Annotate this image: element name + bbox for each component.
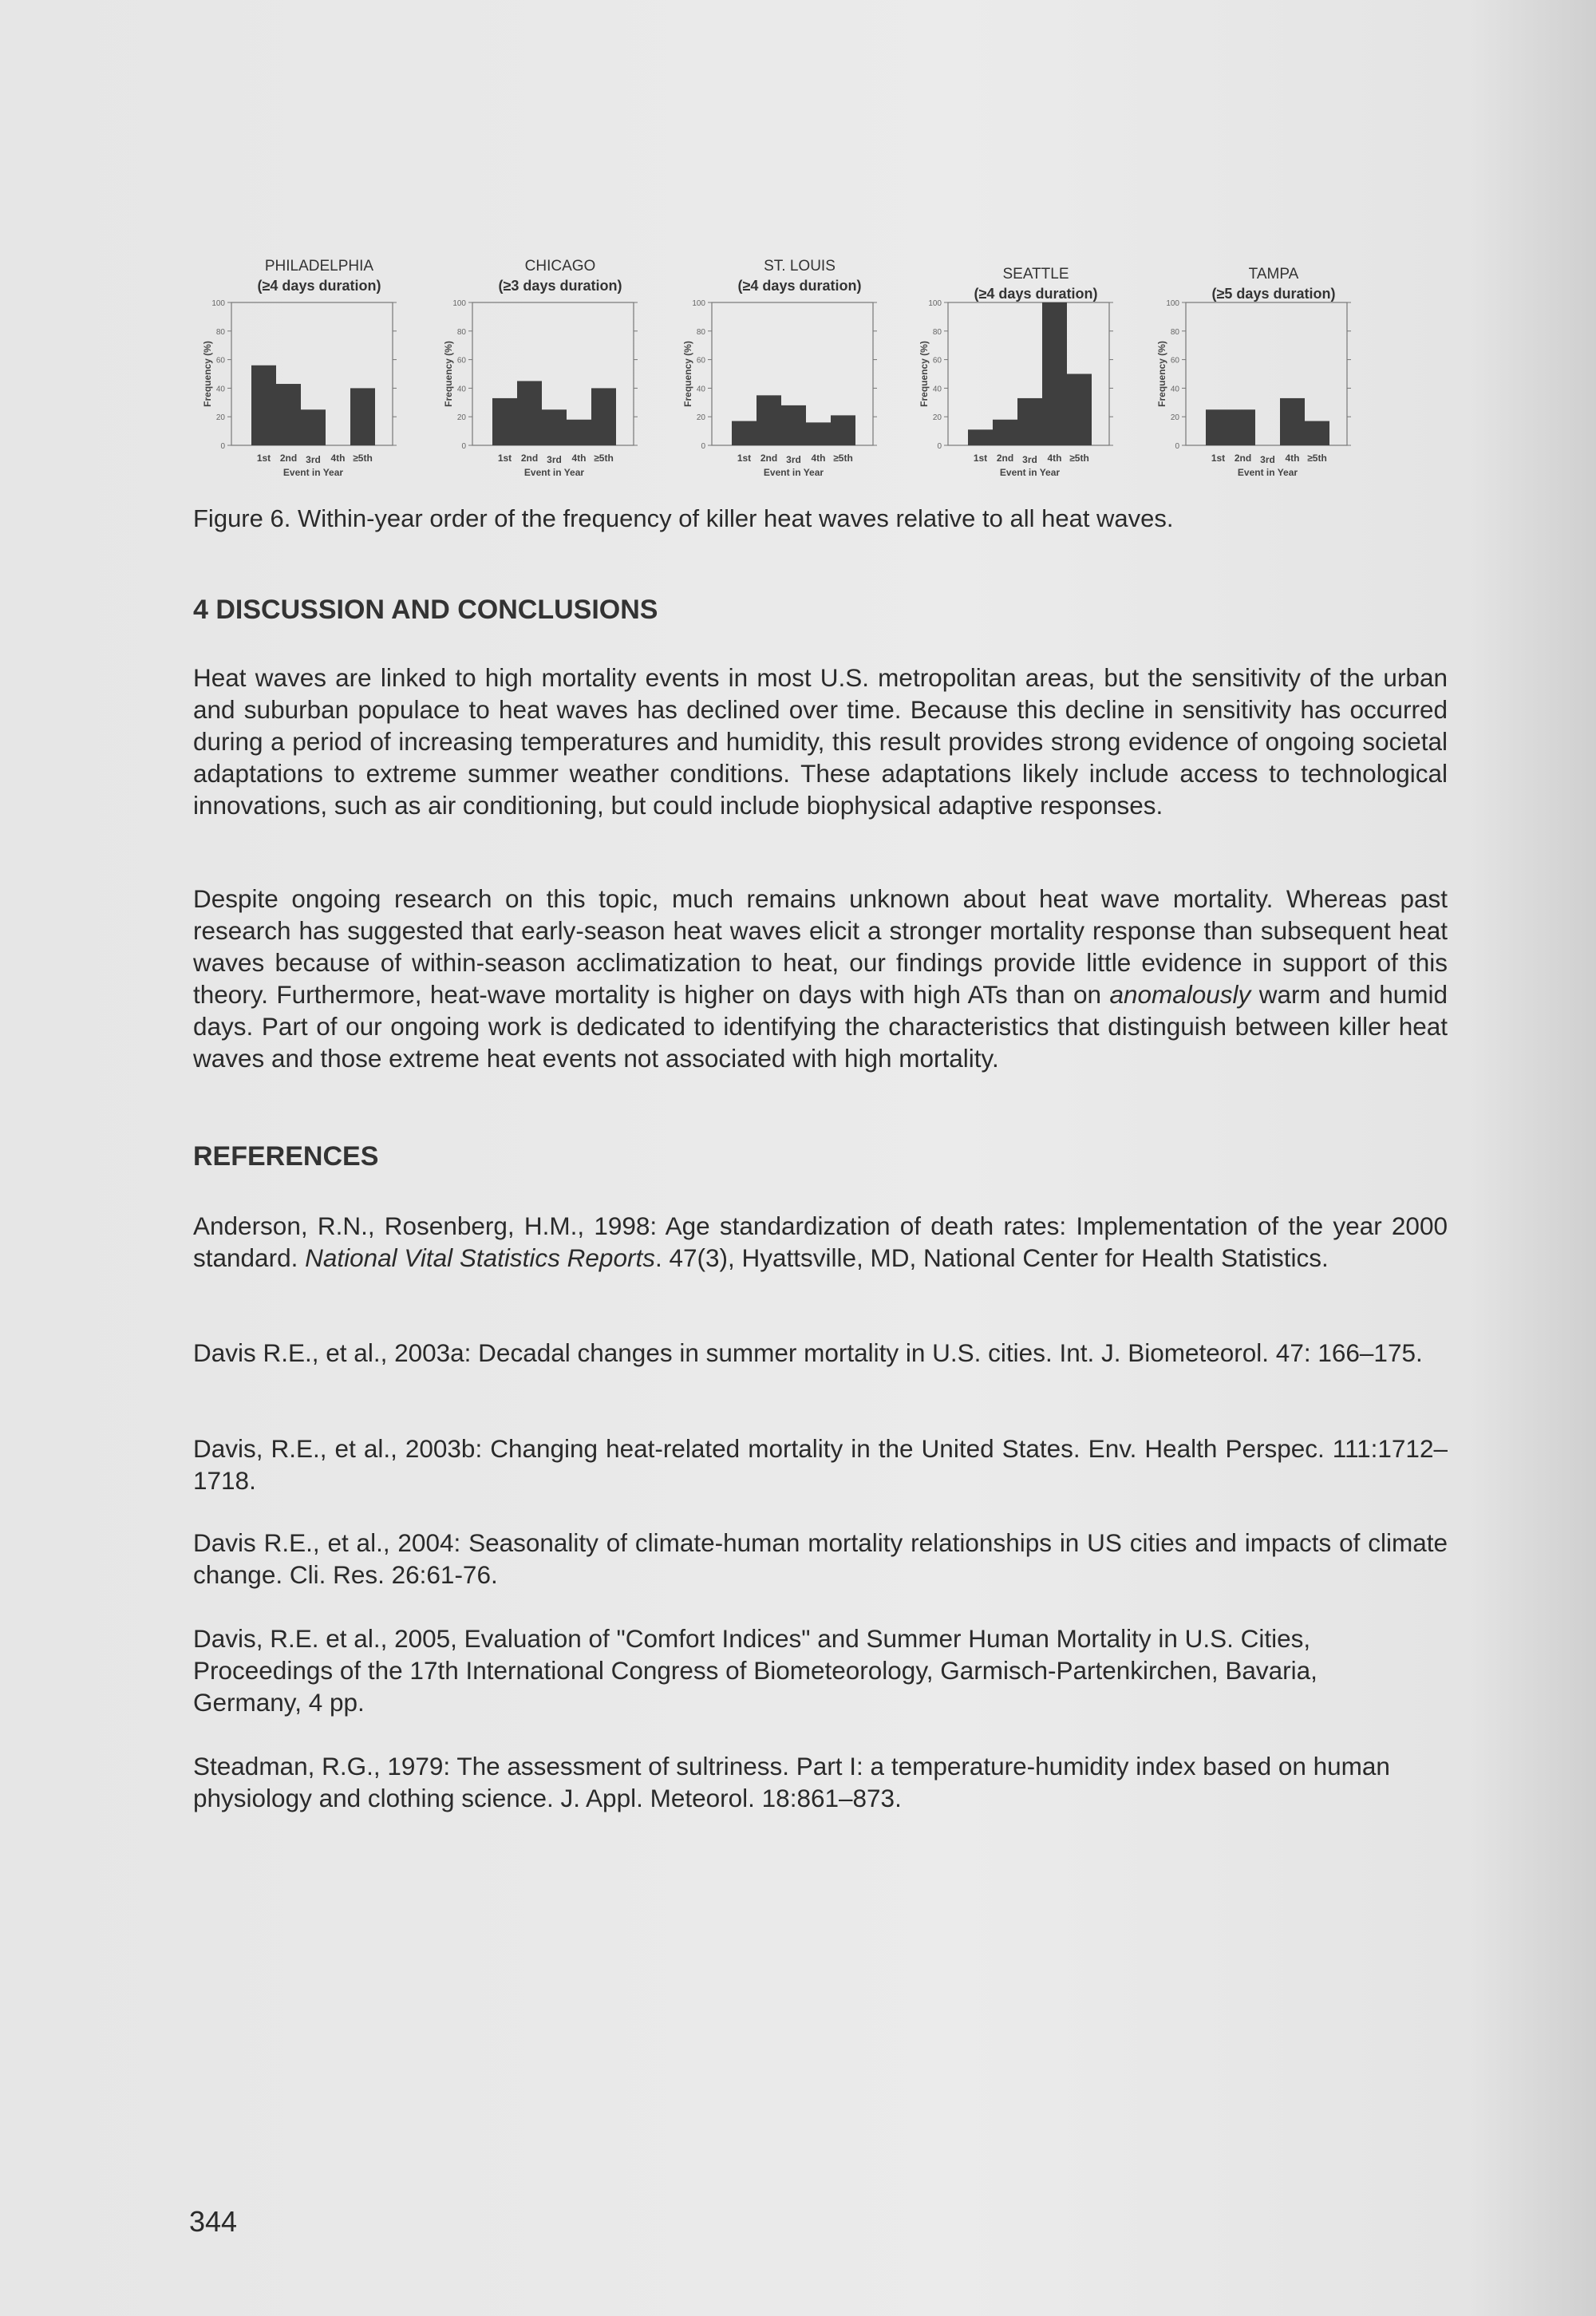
x-tick-label: 3rd [1022,454,1037,465]
x-tick-label: 1st [737,453,752,464]
y-tick-label: 80 [1170,327,1179,337]
reference-item: Steadman, R.G., 1979: The assessment of sultriness. Part I: a temperature-humidity index based on human physiology and clothing science. J. Appl. Meteorol. 18:861–873. [193,1752,1390,1812]
x-tick-label: 4th [571,453,587,464]
bar-ge5th [831,415,855,445]
y-tick-label: 0 [1175,442,1179,451]
x-axis-label: Event in Year [282,467,344,478]
bar-1st [1206,409,1231,445]
y-tick-label: 80 [932,327,942,337]
x-axis-label: Event in Year [1237,467,1298,478]
bar-2nd [276,384,301,445]
chart-subtitle: (≥4 days duration) [737,278,862,294]
bar-2nd [1231,409,1255,445]
bar-4th [567,420,591,445]
chart-svg [433,243,688,483]
text: . 47(3), Hyattsville, MD, National Center for Health Statistics. [654,1243,1329,1272]
y-tick-label: 40 [215,385,225,394]
chart-svg [672,243,927,483]
x-tick-label: 3rd [306,454,321,465]
x-tick-label: 4th [811,453,826,464]
bar-2nd [993,420,1017,445]
y-axis-label: Frequency (%) [443,341,454,407]
x-tick-label: 2nd [1234,453,1252,464]
bar-4th [1280,398,1305,445]
y-tick-label: 40 [696,385,705,394]
section-heading: 4 DISCUSSION AND CONCLUSIONS [193,595,658,625]
x-tick-label: 2nd [760,453,778,464]
x-tick-label: ≥5th [1069,453,1089,464]
y-tick-label: 60 [215,356,225,366]
y-tick-label: 100 [452,299,466,308]
chart-seattle [908,243,1163,483]
text: Despite ongoing research on this topic, much remains unknown about heat wave mortality. Whereas past research has suggested that early-season heat waves elicit a stronger mortality response than subsequent heat waves because of within-season acclimatization to heat, our findings provide little evidence in support of this theory. Furthermore, heat-wave mortality is higher on days with high ATs than on [193,884,1448,1009]
paragraph-1: Heat waves are linked to high mortality events in most U.S. metropolitan areas, but the sensitivity of the urban and suburban populace to heat waves has declined over time. Because this decline in sensitivity has occurred during a period of increasing temperatures and humidity, this result provides strong evidence of ongoing societal adaptations to extreme summer weather conditions. These adaptations likely include access to technological innovations, such as air conditioning, but could include biophysical adaptive responses. [193,663,1448,820]
bar-ge5th [1305,421,1329,445]
x-axis-label: Event in Year [523,467,585,478]
x-tick-label: 1st [1211,453,1226,464]
reference-item [193,1210,1448,1274]
chart-subtitle: (≥3 days duration) [498,278,622,294]
y-tick-label: 100 [1166,299,1179,308]
bar-1st [968,429,993,445]
y-tick-label: 60 [1170,356,1179,366]
y-axis-label: Frequency (%) [918,341,930,407]
reference-item: Davis, R.E., et al., 2003b: Changing heat-related mortality in the United States. Env. Health Perspec. 111:1712–1718. [193,1434,1448,1495]
bar-3rd [542,409,567,445]
x-tick-label: 2nd [996,453,1014,464]
bar-3rd [1017,398,1042,445]
y-tick-label: 20 [215,413,225,423]
y-axis-label: Frequency (%) [1156,341,1167,407]
chart-svg [192,243,447,483]
bar-4th [806,422,831,445]
bar-ge5th [350,388,375,445]
chart-title: ST. LOUIS [764,258,836,275]
x-axis-label: Event in Year [763,467,824,478]
figure-6-charts [192,243,1436,483]
y-tick-label: 80 [456,327,466,337]
text: Anderson, R.N., Rosenberg, H.M., 1998: Age standardization of death rates: Implementation of the year 2000 standard. [193,1211,1448,1272]
bar-1st [492,398,517,445]
x-tick-label: ≥5th [1307,453,1327,464]
chart-philadelphia [192,243,447,483]
figure-caption: Figure 6. Within-year order of the frequency of killer heat waves relative to all heat waves. [193,504,1174,532]
chart-tampa [1146,243,1401,483]
chart-title: TAMPA [1248,266,1299,283]
x-tick-label: 4th [1285,453,1300,464]
chart-st-louis [672,243,927,483]
chart-subtitle: (≥4 days duration) [974,286,1098,302]
y-tick-label: 80 [696,327,705,337]
x-tick-label: 2nd [520,453,539,464]
paragraph-2 [193,883,1448,1074]
y-tick-label: 40 [932,385,942,394]
x-tick-label: 3rd [547,454,562,465]
bar-3rd [301,409,326,445]
chart-subtitle: (≥4 days duration) [257,278,381,294]
y-tick-label: 20 [1170,413,1179,423]
reference-item: Davis R.E., et al., 2004: Seasonality of climate-human mortality relationships in US cities and impacts of climate change. Cli. Res. 26:61-76. [193,1528,1448,1589]
reference-item: Davis, R.E. et al., 2005, Evaluation of "Comfort Indices" and Summer Human Mortality in U.S. Cities, Proceedings of the 17th International Congress of Biometeorology, Garmisch-Partenkirchen, Bavaria, Germany, 4 pp. [193,1624,1317,1717]
y-tick-label: 0 [461,442,466,451]
y-tick-label: 0 [701,442,705,451]
x-axis-label: Event in Year [999,467,1061,478]
x-tick-label: ≥5th [353,453,373,464]
chart-svg [908,243,1163,483]
emphasis: anomalously [1109,980,1251,1009]
bar-3rd [781,405,806,445]
x-tick-label: 4th [330,453,346,464]
y-tick-label: 40 [1170,385,1179,394]
x-tick-label: 1st [256,453,271,464]
y-tick-label: 100 [211,299,225,308]
text: warm and humid days. Part of our ongoing work is dedicated to identifying the characteristics that distinguish between killer heat waves and those extreme heat events not associated with high mortality. [193,980,1448,1073]
y-tick-label: 80 [215,327,225,337]
x-tick-label: 3rd [786,454,801,465]
chart-chicago [433,243,688,483]
y-tick-label: 40 [456,385,466,394]
references-heading: REFERENCES [193,1141,379,1172]
y-tick-label: 20 [932,413,942,423]
chart-title: CHICAGO [524,258,596,275]
bar-4th [1042,302,1067,445]
y-tick-label: 0 [220,442,225,451]
bar-2nd [517,381,542,445]
chart-title: SEATTLE [1002,266,1069,283]
y-tick-label: 20 [456,413,466,423]
reference-item: Davis R.E., et al., 2003a: Decadal changes in summer mortality in U.S. cities. Int. J. Biometeorol. 47: 166–175. [193,1338,1423,1367]
x-tick-label: 3rd [1260,454,1275,465]
y-tick-label: 60 [932,356,942,366]
chart-title: PHILADELPHIA [264,258,374,275]
y-tick-label: 60 [696,356,705,366]
y-tick-label: 100 [692,299,705,308]
y-tick-label: 100 [928,299,942,308]
bar-2nd [757,395,781,445]
x-tick-label: 1st [973,453,988,464]
y-tick-label: 60 [456,356,466,366]
page-number: 344 [189,2205,238,2238]
bar-1st [251,366,276,445]
y-axis-label: Frequency (%) [682,341,693,407]
y-tick-label: 20 [696,413,705,423]
x-tick-label: 1st [497,453,512,464]
bar-ge5th [1067,374,1092,446]
journal-title: National Vital Statistics Reports [305,1243,655,1272]
x-tick-label: 4th [1047,453,1062,464]
y-tick-label: 0 [937,442,942,451]
x-tick-label: ≥5th [833,453,853,464]
chart-svg [1146,243,1401,483]
y-axis-label: Frequency (%) [202,341,213,407]
x-tick-label: 2nd [279,453,298,464]
x-tick-label: ≥5th [594,453,614,464]
chart-subtitle: (≥5 days duration) [1211,286,1336,302]
bar-1st [732,421,757,445]
bar-ge5th [591,388,616,445]
